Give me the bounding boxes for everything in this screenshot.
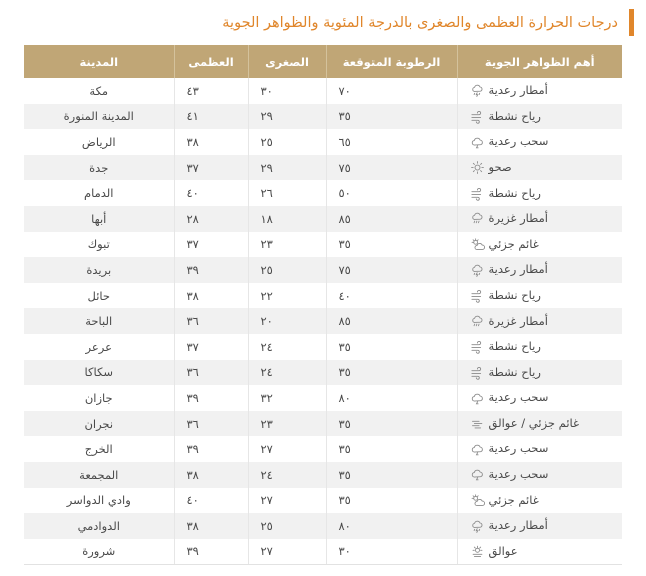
heavy-rain-icon — [470, 211, 485, 226]
cell-min-temp: ٢٥ — [248, 513, 326, 539]
cell-min-temp: ٢٣ — [248, 411, 326, 437]
column-header-phenomena: أهم الظواهر الجوية — [457, 45, 622, 78]
cell-city: عرعر — [85, 339, 112, 354]
wind-icon — [470, 186, 485, 201]
cell-max-temp: ٢٨ — [174, 206, 248, 232]
table-row — [24, 539, 622, 565]
cell-phenomena — [457, 334, 622, 360]
table-row — [24, 462, 622, 488]
weather-table — [24, 45, 622, 565]
cell-phenomena — [457, 155, 622, 181]
cell-city: الخرج — [84, 442, 113, 457]
cell-phenomena — [457, 462, 622, 488]
cell-phenomena — [457, 385, 622, 411]
table-header — [24, 45, 622, 78]
wind-icon — [470, 339, 485, 354]
cell-city: الرياض — [81, 134, 116, 149]
cell-city: تبوك — [87, 237, 110, 252]
wind-icon — [470, 365, 485, 380]
cell-max-temp: ٣٦ — [174, 360, 248, 386]
column-header-max-temp: العظمى — [174, 45, 248, 78]
cell-min-temp: ٢٤ — [248, 360, 326, 386]
cell-min-temp: ٢٥ — [248, 129, 326, 155]
cell-min-temp: ٢٠ — [248, 308, 326, 334]
cell-city: جازان — [84, 390, 113, 405]
cell-max-temp: ٣٦ — [174, 308, 248, 334]
cell-humidity: ٧٥ — [326, 155, 457, 181]
cell-min-temp: ٢٧ — [248, 539, 326, 565]
table-row — [24, 436, 622, 462]
table-row — [24, 155, 622, 181]
cell-max-temp: ٤٠ — [174, 180, 248, 206]
cell-min-temp: ٢٢ — [248, 283, 326, 309]
cell-max-temp: ٣٧ — [174, 232, 248, 258]
cell-humidity: ٧٥ — [326, 257, 457, 283]
wind-icon — [470, 288, 485, 303]
cell-phenomena — [457, 129, 622, 155]
table-row — [24, 180, 622, 206]
cell-min-temp: ٢٥ — [248, 257, 326, 283]
cell-max-temp: ٣٧ — [174, 334, 248, 360]
page-title-bar — [0, 0, 646, 45]
column-header-min-temp: الصغرى — [248, 45, 326, 78]
cell-humidity: ٨٠ — [326, 385, 457, 411]
cell-humidity: ٣٥ — [326, 411, 457, 437]
phenomena-label: رياح نشطة — [488, 364, 541, 379]
table-row — [24, 488, 622, 514]
phenomena-label: سحب رعدية — [488, 441, 549, 456]
cell-humidity: ٣٥ — [326, 360, 457, 386]
cell-humidity: ٨٥ — [326, 206, 457, 232]
cell-phenomena — [457, 232, 622, 258]
cell-humidity: ٨٠ — [326, 513, 457, 539]
cell-humidity: ٧٠ — [326, 78, 457, 104]
cell-humidity: ٨٥ — [326, 308, 457, 334]
cell-min-temp: ٣٢ — [248, 385, 326, 411]
column-header-humidity: الرطوبة المتوقعة — [326, 45, 457, 78]
table-row — [24, 308, 622, 334]
cell-humidity: ٤٠ — [326, 283, 457, 309]
cell-phenomena — [457, 206, 622, 232]
table-row — [24, 257, 622, 283]
cell-max-temp: ٣٨ — [174, 129, 248, 155]
phenomena-label: أمطار غزيرة — [488, 211, 548, 226]
cell-city: الدوادمي — [24, 513, 174, 539]
cell-phenomena — [457, 308, 622, 334]
cell-city: حائل — [87, 288, 111, 303]
cell-phenomena — [457, 104, 622, 130]
cell-humidity: ٣٠ — [326, 539, 457, 565]
cell-min-temp: ٢٧ — [248, 488, 326, 514]
cell-city: مكة — [89, 83, 109, 98]
phenomena-label: أمطار غزيرة — [488, 313, 548, 328]
cell-city: الباحة — [24, 308, 174, 334]
cell-city: نجران — [24, 411, 174, 437]
cell-min-temp: ٢٤ — [248, 334, 326, 360]
heavy-rain-icon — [470, 314, 485, 329]
partly-cloudy-icon — [470, 237, 485, 252]
thunder-rain-icon — [470, 263, 485, 278]
table-row — [24, 385, 622, 411]
page-title: درجات الحرارة العظمى والصغرى بالدرجة المئوية والظواهر الجوية — [222, 14, 618, 31]
cell-phenomena — [457, 180, 622, 206]
table-row — [24, 78, 622, 104]
dust-haze-icon — [470, 416, 485, 431]
table-row — [24, 129, 622, 155]
wind-icon — [470, 109, 485, 124]
column-header-city: المدينة — [24, 45, 174, 78]
phenomena-label: رياح نشطة — [488, 339, 541, 354]
cell-phenomena — [457, 360, 622, 386]
cell-min-temp: ٢٦ — [248, 180, 326, 206]
thunder-cloud-icon — [470, 135, 485, 150]
cell-humidity: ٣٥ — [326, 436, 457, 462]
table-row — [24, 411, 622, 437]
cell-city: المجمعة — [24, 462, 174, 488]
cell-city: وادي الدواسر — [66, 493, 131, 508]
header-row — [24, 45, 622, 78]
phenomena-label: سحب رعدية — [488, 390, 549, 405]
thunder-cloud-icon — [470, 442, 485, 457]
cell-max-temp: ٤١ — [174, 104, 248, 130]
table-body — [24, 78, 622, 564]
table-row — [24, 334, 622, 360]
thunder-rain-icon — [470, 83, 485, 98]
cell-phenomena — [457, 283, 622, 309]
cell-phenomena — [457, 78, 622, 104]
cell-city: المدينة المنورة — [24, 104, 174, 130]
phenomena-label: أمطار رعدية — [488, 262, 548, 277]
cell-max-temp: ٣٨ — [174, 283, 248, 309]
cell-city: جدة — [24, 155, 174, 181]
cell-humidity: ٣٥ — [326, 334, 457, 360]
cell-city: الدمام — [83, 186, 114, 201]
thunder-cloud-icon — [470, 391, 485, 406]
table-row — [24, 513, 622, 539]
cell-max-temp: ٣٩ — [174, 436, 248, 462]
phenomena-label: رياح نشطة — [488, 185, 541, 200]
phenomena-label: عوالق — [488, 543, 518, 558]
cell-max-temp: ٣٦ — [174, 411, 248, 437]
cell-humidity: ٣٥ — [326, 488, 457, 514]
cell-max-temp: ٣٩ — [174, 385, 248, 411]
cell-min-temp: ٢٧ — [248, 436, 326, 462]
thunder-rain-icon — [470, 519, 485, 534]
cell-phenomena — [457, 257, 622, 283]
phenomena-label: صحو — [488, 159, 512, 174]
cell-min-temp: ١٨ — [248, 206, 326, 232]
phenomena-label: أمطار رعدية — [488, 83, 548, 98]
phenomena-label: رياح نشطة — [488, 108, 541, 123]
thunder-cloud-icon — [470, 467, 485, 482]
cell-max-temp: ٣٧ — [174, 155, 248, 181]
phenomena-label: غائم جزئي — [488, 492, 539, 507]
cell-max-temp: ٣٨ — [174, 462, 248, 488]
cell-max-temp: ٣٩ — [174, 539, 248, 565]
cell-max-temp: ٤٣ — [174, 78, 248, 104]
cell-phenomena — [457, 488, 622, 514]
phenomena-label: سحب رعدية — [488, 134, 549, 149]
cell-phenomena — [457, 411, 622, 437]
cell-phenomena — [457, 539, 622, 565]
table-row — [24, 104, 622, 130]
partly-cloudy-icon — [470, 493, 485, 508]
cell-min-temp: ٢٤ — [248, 462, 326, 488]
phenomena-label: غائم جزئي — [488, 236, 539, 251]
cell-humidity: ٦٥ — [326, 129, 457, 155]
phenomena-label: رياح نشطة — [488, 287, 541, 302]
cell-humidity: ٣٥ — [326, 232, 457, 258]
phenomena-label: أمطار رعدية — [488, 518, 548, 533]
cell-humidity: ٥٠ — [326, 180, 457, 206]
table-row — [24, 360, 622, 386]
cell-humidity: ٣٥ — [326, 462, 457, 488]
cell-phenomena — [457, 513, 622, 539]
table-row — [24, 283, 622, 309]
table-row — [24, 232, 622, 258]
cell-max-temp: ٤٠ — [174, 488, 248, 514]
cell-min-temp: ٢٣ — [248, 232, 326, 258]
sun-icon — [470, 160, 485, 175]
cell-phenomena — [457, 436, 622, 462]
cell-min-temp: ٢٩ — [248, 104, 326, 130]
table-row — [24, 206, 622, 232]
cell-max-temp: ٣٨ — [174, 513, 248, 539]
cell-min-temp: ٢٩ — [248, 155, 326, 181]
dust-sun-icon — [470, 544, 485, 559]
phenomena-label: غائم جزئي / عوالق — [488, 415, 580, 430]
cell-city: بريدة — [24, 257, 174, 283]
cell-city: أبها — [24, 206, 174, 232]
phenomena-label: سحب رعدية — [488, 467, 549, 482]
cell-city: شرورة — [24, 539, 174, 565]
title-accent-bar — [629, 9, 634, 36]
cell-max-temp: ٣٩ — [174, 257, 248, 283]
cell-humidity: ٣٥ — [326, 104, 457, 130]
cell-city: سكاكا — [24, 360, 174, 386]
table-container — [0, 45, 646, 565]
cell-min-temp: ٣٠ — [248, 78, 326, 104]
